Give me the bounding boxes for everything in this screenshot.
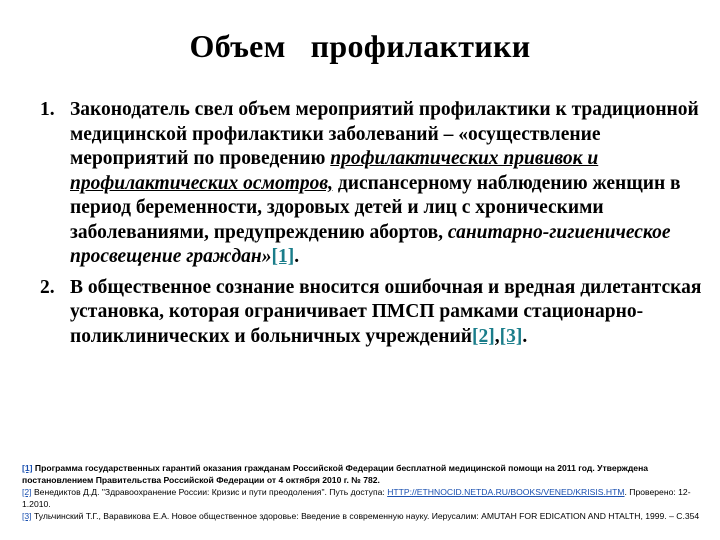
item1-text-a: Законодатель свел объем мероприятий профилактики к традиционной медицинской профилактики заболеваний – «осуществление мероприятий по проведению <box>70 99 699 169</box>
footnote-link-1[interactable]: [1] <box>271 246 295 267</box>
slide-title: Объем профилактики <box>189 28 531 64</box>
item1-text-d: санитарно-гигиеническое просвещение граждан» <box>70 221 671 267</box>
footnote-1-text: Программа государственных гарантий оказания гражданам Российской Федерации бесплатной медицинской помощи на 2011 год. Утверждена постановлением Правительства Российской Федерации от 4 октября 2010 г. № 782. <box>22 463 649 485</box>
item2-sep: , <box>494 325 500 347</box>
footnote-3 <box>22 510 702 522</box>
footnote-3-ref[interactable]: [3] <box>22 511 32 521</box>
list-item-1 <box>40 98 702 270</box>
footnote-3-text: Тульчинский Т.Г., Варавикова Е.А. Новое общественное здоровье: Введение в современную науку. Иерусалим: AMUTAH FOR EDICATION AND HTALTH, 1999. – С.354 <box>31 511 700 521</box>
footnote-link-3[interactable]: [3] <box>499 325 523 347</box>
list-number-2: 2. <box>40 276 55 298</box>
item2-text-a: В общественное сознание вносится ошибочная и вредная дилетантская установка, которая ограничивает ПМСП рамками стационарно-поликлинических и больничных учреждений <box>70 276 702 347</box>
footnote-2-text: Венедиктов Д.Д. "Здравоохранение России: Кризис и пути преодоления". Путь доступа: <box>31 487 388 497</box>
footnote-link-2[interactable]: [2] <box>471 325 495 347</box>
item1-text-end: . <box>294 246 300 267</box>
item1-text-c: диспансерному наблюдению женщин в период беременности, здоровых детей и лиц с хроническими заболеваниями, предупреждению абортов, <box>70 172 681 243</box>
footnotes <box>22 462 702 522</box>
footnote-2-url-link[interactable]: HTTP://ETHNOCID.NETDA.RU/BOOKS/VENED/KRISIS.HTM <box>387 487 625 497</box>
footnote-1-ref[interactable]: [1] <box>22 463 33 473</box>
footnote-2 <box>22 486 702 510</box>
footnote-2-after: . Проверено: 12-1.2010. <box>22 487 691 509</box>
item2-text-end: . <box>522 325 528 347</box>
list-number-1: 1. <box>40 99 55 120</box>
footnote-1 <box>22 462 702 486</box>
slide-body <box>40 98 702 349</box>
footnote-2-ref[interactable]: [2] <box>22 487 32 497</box>
list-item-2 <box>40 276 702 350</box>
item1-text-b: профилактических прививок и профилактических осмотров, <box>70 148 599 194</box>
